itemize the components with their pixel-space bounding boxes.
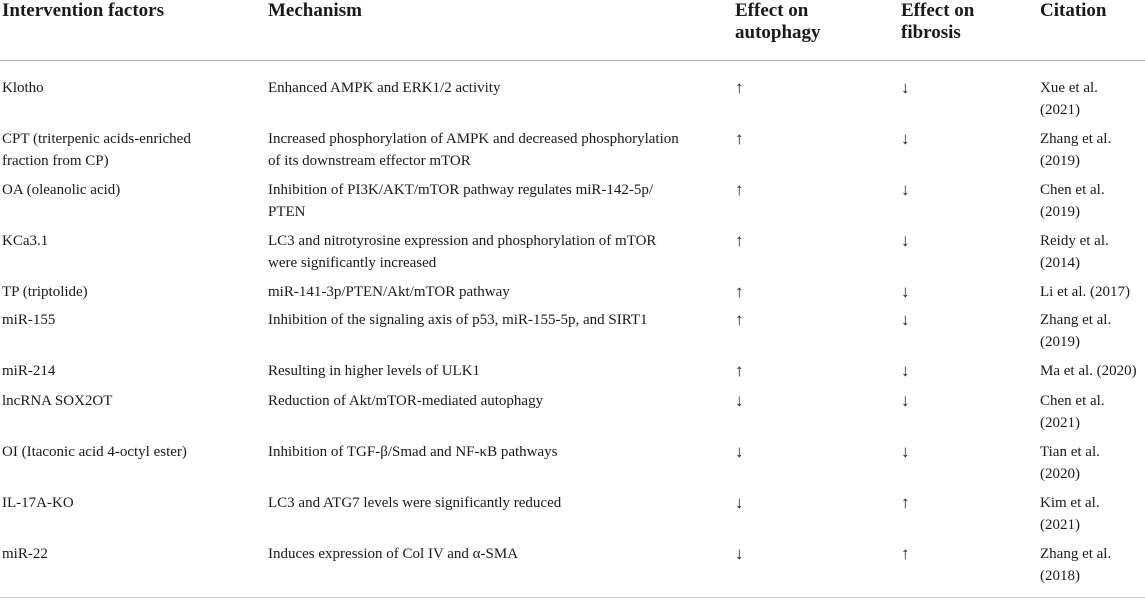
autophagy-effect-arrow: ↑ <box>735 129 744 148</box>
mechanism-cell: Increased phosphorylation of AMPK and decreased phosphorylation of its downstream effector mTOR <box>268 131 679 169</box>
fibrosis-effect-arrow: ↓ <box>901 78 910 97</box>
autophagy-effect-arrow: ↑ <box>735 282 744 301</box>
citation-cell: Reidy et al. (2014) <box>1040 233 1109 271</box>
mechanism-cell: miR-141-3p/PTEN/Akt/mTOR pathway <box>268 284 510 300</box>
mechanism-cell: Reduction of Akt/mTOR-mediated autophagy <box>268 393 544 409</box>
factor-cell: miR-22 <box>2 546 48 562</box>
mechanism-cell: Resulting in higher levels of ULK1 <box>268 363 481 379</box>
header-effect-on-autophagy: Effect on autophagy <box>735 0 821 43</box>
factor-cell: lncRNA SOX2OT <box>2 393 113 409</box>
factor-cell: TP (triptolide) <box>2 284 88 300</box>
citation-cell: Chen et al. (2021) <box>1040 393 1105 431</box>
mechanism-cell: LC3 and ATG7 levels were significantly reduced <box>268 495 562 511</box>
factor-cell: OA (oleanolic acid) <box>2 182 121 198</box>
citation-cell: Kim et al. (2021) <box>1040 495 1100 533</box>
autophagy-effect-arrow: ↓ <box>735 391 744 410</box>
autophagy-effect-arrow: ↑ <box>735 310 744 329</box>
factor-cell: miR-214 <box>2 363 56 379</box>
fibrosis-effect-arrow: ↓ <box>901 442 910 461</box>
table-header <box>0 0 1145 61</box>
citation-cell: Xue et al. (2021) <box>1040 80 1098 118</box>
autophagy-effect-arrow: ↓ <box>735 544 744 563</box>
fibrosis-effect-arrow: ↓ <box>901 282 910 301</box>
factor-cell: miR-155 <box>2 312 56 328</box>
autophagy-effect-arrow: ↑ <box>735 180 744 199</box>
autophagy-effect-arrow: ↓ <box>735 493 744 512</box>
header-intervention-factors: Intervention factors <box>2 0 164 21</box>
fibrosis-effect-arrow: ↓ <box>901 231 910 250</box>
table-bottom-rule <box>0 597 1145 598</box>
mechanism-cell: Induces expression of Col IV and α-SMA <box>268 546 519 562</box>
fibrosis-effect-arrow: ↓ <box>901 361 910 380</box>
mechanism-cell: Inhibition of TGF-β/Smad and NF-κB pathways <box>268 444 558 460</box>
autophagy-effect-arrow: ↑ <box>735 231 744 250</box>
fibrosis-effect-arrow: ↓ <box>901 129 910 148</box>
mechanism-cell: LC3 and nitrotyrosine expression and phosphorylation of mTOR were significantly increased <box>268 233 657 271</box>
citation-cell: Zhang et al. (2018) <box>1040 546 1112 584</box>
factor-cell: KCa3.1 <box>2 233 49 249</box>
header-effect-on-fibrosis: Effect on fibrosis <box>901 0 975 43</box>
mechanism-cell: Inhibition of PI3K/AKT/mTOR pathway regulates miR-142-5p/ PTEN <box>268 182 654 220</box>
factor-cell: CPT (triterpenic acids-enriched fraction from CP) <box>2 131 191 169</box>
citation-cell: Zhang et al. (2019) <box>1040 131 1112 169</box>
header-divider <box>0 60 1145 61</box>
factor-cell: IL-17A-KO <box>2 495 74 511</box>
mechanism-cell: Enhanced AMPK and ERK1/2 activity <box>268 80 501 96</box>
mechanism-cell: Inhibition of the signaling axis of p53, miR-155-5p, and SIRT1 <box>268 312 648 328</box>
citation-cell: Tian et al. (2020) <box>1040 444 1100 482</box>
autophagy-effect-arrow: ↓ <box>735 442 744 461</box>
autophagy-effect-arrow: ↑ <box>735 78 744 97</box>
header-citation: Citation <box>1040 0 1107 21</box>
factor-cell: OI (Itaconic acid 4-octyl ester) <box>2 444 187 460</box>
header-mechanism: Mechanism <box>268 0 362 21</box>
factor-cell: Klotho <box>2 80 44 96</box>
fibrosis-effect-arrow: ↓ <box>901 391 910 410</box>
fibrosis-effect-arrow: ↓ <box>901 310 910 329</box>
citation-cell: Ma et al. (2020) <box>1040 363 1137 379</box>
fibrosis-effect-arrow: ↑ <box>901 544 910 563</box>
citation-cell: Zhang et al. (2019) <box>1040 312 1112 350</box>
autophagy-effect-arrow: ↑ <box>735 361 744 380</box>
fibrosis-effect-arrow: ↑ <box>901 493 910 512</box>
citation-cell: Li et al. (2017) <box>1040 284 1130 300</box>
citation-cell: Chen et al. (2019) <box>1040 182 1105 220</box>
fibrosis-effect-arrow: ↓ <box>901 180 910 199</box>
